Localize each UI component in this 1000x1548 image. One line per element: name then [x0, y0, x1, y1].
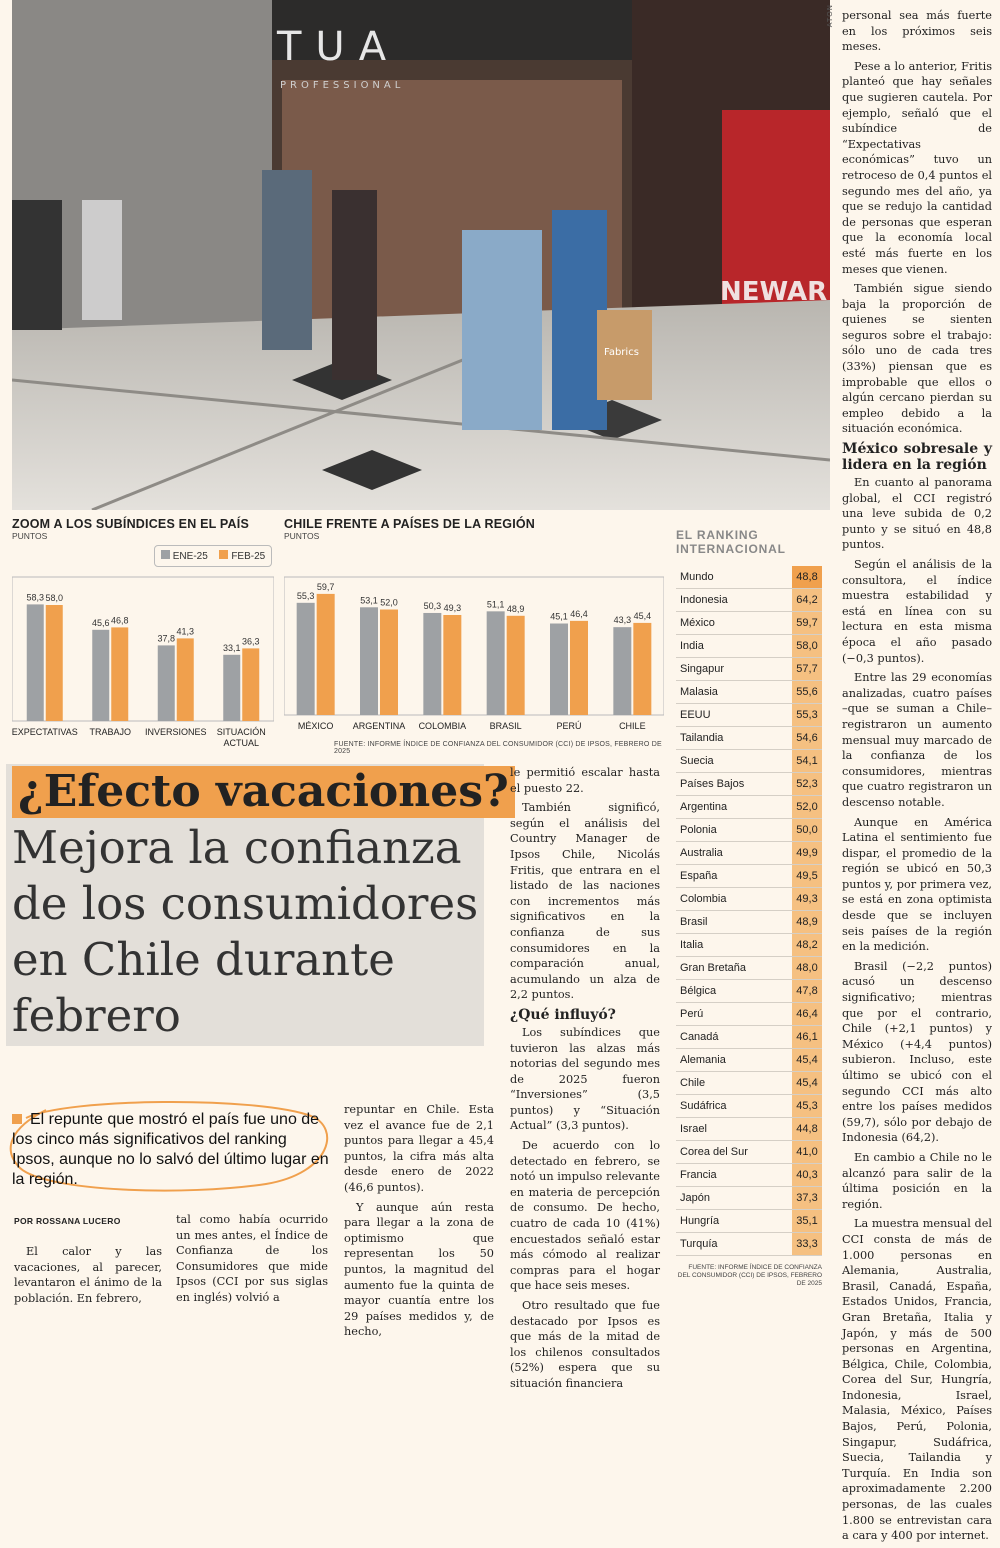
- chart-subindices: [12, 517, 274, 757]
- chart-subindices-unit: PUNTOS: [12, 531, 48, 541]
- ranking-row: [676, 727, 822, 750]
- ranking-row: [676, 1164, 822, 1187]
- ranking-row: [676, 819, 822, 842]
- paragraph: El calor y las vacaciones, al parecer, levantaron el ánimo de la población. En febrero,: [14, 1245, 162, 1305]
- category-label: PERÚ: [556, 721, 582, 731]
- byline: POR ROSSANA LUCERO: [14, 1216, 121, 1226]
- ranking-row: [676, 1026, 822, 1049]
- ranking-value: 54,6: [792, 727, 822, 749]
- chart-source: FUENTE: INFORME ÍNDICE DE CONFIANZA DEL CONSUMIDOR (CCI) DE IPSOS, FEBRERO DE 2025: [334, 741, 662, 755]
- paragraph: En cuanto al panorama global, el CCI registró una leve subida de 0,2 punto y se situó en 48,8 puntos.: [842, 476, 992, 552]
- ranking-value: 49,5: [792, 865, 822, 887]
- ranking-value: 48,2: [792, 934, 822, 956]
- ranking-table: [676, 528, 822, 1288]
- ranking-value: 59,7: [792, 612, 822, 634]
- ranking-list: [676, 566, 822, 1256]
- headline: [12, 820, 482, 1044]
- paragraph: personal sea más fuerte en los próximos seis meses.: [842, 9, 992, 54]
- data-label: 46,8: [110, 615, 129, 626]
- ranking-source-line3: DE 2025: [796, 1280, 822, 1287]
- ranking-value: 44,8: [792, 1118, 822, 1140]
- legend-feb: [219, 550, 265, 562]
- ranking-row: [676, 566, 822, 589]
- chart-subindices-title: ZOOM A LOS SUBÍNDICES EN EL PAÍS: [12, 517, 249, 531]
- headline-line: de los consumidores: [12, 877, 479, 930]
- data-label: 33,1: [222, 642, 241, 653]
- store-sign: TUA: [277, 24, 401, 70]
- data-label: 53,1: [360, 595, 378, 606]
- headline-line: Mejora la confianza: [12, 821, 462, 874]
- chart-subindices-plot: [12, 569, 274, 757]
- ranking-value: 35,1: [792, 1210, 822, 1232]
- category-label: INVERSIONES: [144, 727, 207, 737]
- headline-line: en Chile durante: [12, 933, 395, 986]
- paragraph: Brasil (−2,2 puntos) acusó un descenso significativo; mientras que por el contrario, Chile (+2,1 puntos) y México (+4,4 puntos) subieron. Incluso, este último se ubicó con el segundo CCI más alto entre los países medidos (59,7), sólo por debajo de Indonesia (64,2).: [842, 959, 992, 1145]
- ranking-row: [676, 635, 822, 658]
- chart-region-title: CHILE FRENTE A PAÍSES DE LA REGIÓN: [284, 517, 536, 531]
- bar-ene-25: [423, 613, 441, 715]
- ranking-country: Perú: [680, 1008, 704, 1020]
- data-label: 41,3: [176, 626, 195, 637]
- ranking-row: [676, 773, 822, 796]
- lead: [12, 1110, 330, 1190]
- lead-text: El repunte que mostró el país fue uno de los cinco más significativos del ranking Ipsos, aunque no lo salvó del último lugar en la región.: [12, 1111, 329, 1188]
- ranking-row: [676, 1049, 822, 1072]
- ranking-country: Turquía: [680, 1238, 718, 1250]
- ranking-country: India: [680, 640, 704, 652]
- bar-feb-25: [242, 648, 259, 721]
- kicker: ¿Efecto vacaciones?: [12, 766, 515, 818]
- ranking-value: 55,3: [792, 704, 822, 726]
- bar-feb-25: [570, 621, 588, 715]
- ranking-country: Gran Bretaña: [680, 962, 747, 974]
- ranking-value: 49,3: [792, 888, 822, 910]
- paragraph: repuntar en Chile. Esta vez el avance fue de 2,1 puntos para llegar a 45,4 puntos, la cifra más alta desde enero de 2022 (46,6 puntos).: [344, 1103, 494, 1194]
- column-e: [842, 8, 992, 1548]
- ranking-value: 52,3: [792, 773, 822, 795]
- paragraph: Entre las 29 economías analizadas, cuatro países –que se suman a Chile– registraron un aumento mensual muy marcado de la confianza de los consumidores, mientras que cuatro registraron un descenso notable.: [842, 671, 992, 809]
- ranking-value: 52,0: [792, 796, 822, 818]
- data-label: 45,4: [633, 610, 652, 621]
- category-label: ARGENTINA: [352, 721, 406, 731]
- ranking-country: Italia: [680, 939, 704, 951]
- ranking-country: Alemania: [680, 1054, 726, 1066]
- store-photo: [12, 0, 830, 510]
- data-label: 43,3: [613, 615, 632, 626]
- data-label: 45,6: [91, 617, 110, 628]
- paragraph: La muestra mensual del CCI consta de más de 1.000 personas en Alemania, Australia, Brasil, Canadá, España, Estados Unidos, Francia, Gran Bretaña, Italia y Japón, y más de 500 personas en Argentina, Bélgica, Chile, Colombia, Corea del Sur, Hungría, Indonesia, Israel, Malasia, México, Países Bajos, Perú, Polonia, Singapur, Sudáfrica, Suecia, Tailandia y Turquía. En India son aproximadamente 2.200 personas, de las cuales 1.800 se entrevistan cara a cara y 400 por internet.: [842, 1217, 992, 1543]
- category-label: MÉXICO: [297, 721, 334, 731]
- paragraph: También sigue siendo baja la proporción de quienes se sienten seguros sobre el trabajo: sólo uno de cada tres (33%) piensan que es improbable que ellos o algún cercano pierdan su empleo debido a la situación económica.: [842, 282, 992, 436]
- ranking-row: [676, 796, 822, 819]
- paragraph: Otro resultado que fue destacado por Ipsos es que más de la mitad de los chilenos consultados (52%) espera que su situación financiera: [510, 1299, 660, 1390]
- ranking-row: [676, 612, 822, 635]
- bar-ene-25: [487, 611, 505, 715]
- ranking-row: [676, 911, 822, 934]
- bar-ene-25: [550, 624, 568, 715]
- ranking-country: Mundo: [680, 571, 714, 583]
- ranking-source: [676, 1264, 822, 1288]
- ranking-row: [676, 1210, 822, 1233]
- ranking-country: México: [680, 617, 715, 629]
- data-label: 48,9: [506, 603, 525, 614]
- ranking-value: 33,3: [792, 1233, 822, 1255]
- legend-ene: [161, 550, 208, 562]
- ranking-country: Hungría: [680, 1215, 720, 1227]
- paragraph: De acuerdo con lo detectado en febrero, se notó un impulso relevante en materia de percepción de consumo. De hecho, cuatro de cada 10 (41%) encuestados señaló estar más cómodo al realizar compras para el hogar que hace seis meses.: [510, 1139, 660, 1293]
- bar-feb-25: [633, 623, 651, 715]
- ranking-value: 45,3: [792, 1095, 822, 1117]
- side-sign: NEWAR: [720, 277, 828, 307]
- ranking-row: [676, 1118, 822, 1141]
- ranking-value: 41,0: [792, 1141, 822, 1163]
- ranking-value: 64,2: [792, 589, 822, 611]
- ranking-value: 48,9: [792, 911, 822, 933]
- ranking-value: 47,8: [792, 980, 822, 1002]
- bar-ene-25: [158, 645, 175, 721]
- ranking-value: 46,1: [792, 1026, 822, 1048]
- ranking-row: [676, 957, 822, 980]
- ranking-country: Israel: [680, 1123, 707, 1135]
- ranking-value: 49,9: [792, 842, 822, 864]
- category-label: ACTUAL: [223, 738, 260, 748]
- ranking-country: Australia: [680, 847, 723, 859]
- paragraph: En cambio a Chile no le alcanzó para salir de la última posición en la región.: [842, 1150, 992, 1211]
- chart-region: [284, 517, 664, 757]
- legend-feb-label: FEB-25: [231, 551, 266, 562]
- ranking-value: 46,4: [792, 1003, 822, 1025]
- bar-feb-25: [443, 615, 461, 715]
- ranking-country: Japón: [680, 1192, 710, 1204]
- bar-ene-25: [613, 627, 631, 715]
- ranking-value: 45,4: [792, 1049, 822, 1071]
- ranking-title-line1: EL RANKING: [676, 528, 759, 542]
- ranking-row: [676, 888, 822, 911]
- paragraph: Pese a lo anterior, Fritis planteó que hay señales que sugieren cautela. Por ejemplo, señaló que el subíndice de “Expectativas económicas” tuvo un retroceso de 0,4 puntos el segundo mes del año, ya que se redujo la cantidad de personas que esperan que la economía local esté más fuerte en los meses que vienen.: [842, 59, 992, 276]
- legend-ene-swatch: [161, 550, 170, 559]
- legend-feb-swatch: [219, 550, 228, 559]
- plot-frame: [284, 577, 664, 715]
- data-label: 50,3: [423, 600, 442, 611]
- ranking-value: 40,3: [792, 1164, 822, 1186]
- ranking-source-line2: DEL CONSUMIDOR (CCI) DE IPSOS, FEBRERO: [677, 1272, 822, 1279]
- data-label: 37,8: [157, 633, 176, 644]
- data-label: 49,3: [443, 602, 462, 613]
- paragraph: Y aunque aún resta para llegar a la zona de optimismo que representan los 50 puntos, la magnitud del aumento fue la quinta de mayor cuantía entre los 29 países medidos y, de hecho,: [344, 1200, 494, 1339]
- data-label: 51,1: [486, 599, 505, 610]
- bar-feb-25: [177, 638, 194, 721]
- ranking-value: 50,0: [792, 819, 822, 841]
- ranking-row: [676, 704, 822, 727]
- ranking-row: [676, 934, 822, 957]
- legend-ene-label: ENE-25: [172, 551, 208, 562]
- paragraph: le permitió escalar hasta el puesto 22.: [510, 766, 660, 795]
- bar-feb-25: [507, 616, 525, 715]
- ranking-country: Malasia: [680, 686, 718, 698]
- ranking-country: Canadá: [680, 1031, 719, 1043]
- ranking-country: Chile: [680, 1077, 706, 1089]
- ranking-row: [676, 1003, 822, 1026]
- ranking-value: 37,3: [792, 1187, 822, 1209]
- ranking-value: 55,6: [792, 681, 822, 703]
- category-label: TRABAJO: [89, 727, 132, 737]
- data-label: 45,1: [550, 611, 568, 622]
- ranking-row: [676, 681, 822, 704]
- subheading-mexico: México sobresale y lidera en la región: [842, 441, 992, 474]
- bar-ene-25: [223, 655, 240, 721]
- ranking-country: Colombia: [680, 893, 727, 905]
- ranking-value: 58,0: [792, 635, 822, 657]
- category-label: CHILE: [619, 721, 646, 731]
- bar-feb-25: [380, 610, 398, 715]
- column-c: [344, 1102, 494, 1344]
- ranking-country: Francia: [680, 1169, 717, 1181]
- ranking-row: [676, 865, 822, 888]
- ranking-country: Sudáfrica: [680, 1100, 727, 1112]
- bar-ene-25: [27, 604, 44, 721]
- ranking-country: EEUU: [680, 709, 711, 721]
- data-label: 55,3: [296, 590, 315, 601]
- ranking-country: Suecia: [680, 755, 714, 767]
- ranking-country: Indonesia: [680, 594, 728, 606]
- ranking-source-line1: FUENTE: INFORME ÍNDICE DE CONFIANZA: [688, 1264, 822, 1271]
- paragraph: tal como había ocurrido un mes antes, el Índice de Confianza de los Consumidores que mide Ipsos (CCI por sus siglas en inglés) volvió a: [176, 1213, 328, 1304]
- ranking-row: [676, 842, 822, 865]
- ranking-row: [676, 980, 822, 1003]
- chart-region-plot: [284, 561, 664, 739]
- legend: [154, 545, 272, 567]
- ranking-country: Argentina: [680, 801, 728, 813]
- bar-feb-25: [317, 594, 335, 715]
- data-label: 36,3: [241, 636, 260, 647]
- ranking-country: Singapur: [680, 663, 725, 675]
- bar-ene-25: [297, 603, 315, 715]
- ranking-title: [676, 528, 822, 556]
- bar-feb-25: [111, 627, 128, 721]
- data-label: 46,4: [570, 608, 588, 619]
- ranking-row: [676, 658, 822, 681]
- ranking-country: Corea del Sur: [680, 1146, 748, 1158]
- ranking-value: 48,0: [792, 957, 822, 979]
- ranking-value: 57,7: [792, 658, 822, 680]
- paragraph: Según el análisis de la consultora, el índice muestra estabilidad y está en línea con su lectura en esta misma época el año pasado (−0,3 puntos).: [842, 558, 992, 665]
- paragraph: También significó, según el análisis del Country Manager de Ipsos Chile, Nicolás Fritis, que entrara en el listado de las naciones con incrementos más significativos en la confianza de sus consumidores en la comparación anual, acumulando un alza de 2,2 puntos.: [510, 801, 660, 1002]
- chart-region-unit: PUNTOS: [284, 531, 320, 541]
- data-label: 52,0: [380, 597, 398, 608]
- ranking-row: [676, 1095, 822, 1118]
- ranking-title-line2: INTERNACIONAL: [676, 542, 786, 556]
- ranking-value: 54,1: [792, 750, 822, 772]
- subheading-que-influyo: ¿Qué influyó?: [510, 1006, 616, 1023]
- bar-feb-25: [46, 605, 63, 721]
- column-d: [510, 765, 660, 1396]
- ranking-row: [676, 750, 822, 773]
- category-label: EXPECTATIVAS: [12, 727, 78, 737]
- category-label: BRASIL: [489, 721, 522, 731]
- lead-square: [12, 1114, 22, 1124]
- photo-credit: ATON: [826, 4, 834, 28]
- headline-line: febrero: [12, 989, 181, 1042]
- ranking-country: Polonia: [680, 824, 717, 836]
- ranking-row: [676, 1187, 822, 1210]
- bag-text: Fabrics: [604, 347, 639, 358]
- data-label: 58,3: [26, 592, 45, 603]
- ranking-country: Tailandia: [680, 732, 724, 744]
- ranking-row: [676, 589, 822, 612]
- paragraph: Los subíndices que tuvieron las alzas más notorias del segundo mes de 2025 fueron “Inversiones” (3,5 puntos) y “Situación Actual” (3,3 puntos).: [510, 1025, 660, 1133]
- bar-ene-25: [360, 607, 378, 715]
- paragraph: Aunque en América Latina el sentimiento fue dispar, el promedio de la región se ubicó en 50,3 puntos y, por primera vez, se está en zona optimista desde que se incluyen seis países de la región en la medición.: [842, 815, 992, 954]
- ranking-row: [676, 1233, 822, 1256]
- bar-ene-25: [92, 630, 109, 721]
- ranking-country: España: [680, 870, 718, 882]
- data-label: 59,7: [316, 581, 335, 592]
- ranking-value: 48,8: [792, 566, 822, 588]
- ranking-country: Países Bajos: [680, 778, 745, 790]
- ranking-row: [676, 1072, 822, 1095]
- ranking-country: Bélgica: [680, 985, 717, 997]
- category-label: SITUACIÓN: [216, 727, 266, 737]
- ranking-value: 45,4: [792, 1072, 822, 1094]
- column-b: [176, 1212, 328, 1310]
- category-label: COLOMBIA: [418, 721, 467, 731]
- ranking-country: Brasil: [680, 916, 708, 928]
- ranking-row: [676, 1141, 822, 1164]
- column-a: [14, 1244, 162, 1310]
- data-label: 58,0: [45, 593, 64, 603]
- store-subsign: PROFESSIONAL: [280, 80, 405, 91]
